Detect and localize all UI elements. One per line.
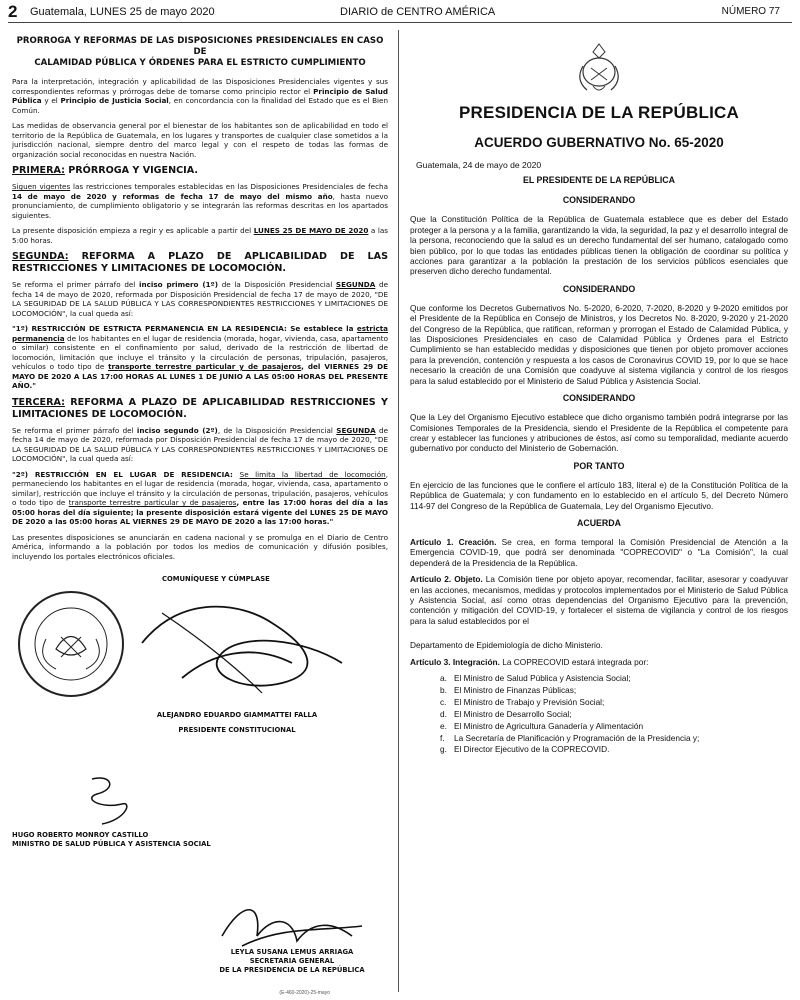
list-letter: e. <box>440 720 447 731</box>
text-bold: 14 de mayo de 2020 y reformas de fecha 17 de mayo del mismo año <box>12 191 333 201</box>
signer-role: MINISTRO DE SALUD PÚBLICA Y ASISTENCIA SOCIAL <box>12 840 211 848</box>
list-letter: b. <box>440 684 447 695</box>
acuerdo-title: ACUERDO GUBERNATIVO No. 65-2020 <box>474 135 724 150</box>
text-underlined: transporte terrestre particular y de pasajeros <box>108 362 302 371</box>
text-underlined: Se limita la libertad de locomoción <box>239 469 386 479</box>
list-text: El Ministro de Salud Pública y Asistencia Social; <box>454 673 631 683</box>
signer-name: LEYLA SUSANA LEMUS ARRIAGA <box>230 948 354 956</box>
por-tanto-paragraph: En ejercicio de las funciones que le confiere el artículo 183, literal e) de la Constitución Política de la República de Guatemala; y con fundamento en lo establecido en el artículo 5, del Decreto Número 114-97 del Congreso de la República de Guatemala, Ley del Organismo Ejecutivo. <box>410 479 788 511</box>
list-letter: f. <box>440 732 445 743</box>
section-label: PRIMERA: <box>12 165 65 176</box>
list-text: El Ministro de Desarrollo Social; <box>454 708 572 719</box>
list-text: El Ministro de Trabajo y Previsión Social; <box>454 696 605 707</box>
tercera-quote <box>12 470 388 527</box>
section-title: REFORMA A PLAZO DE APLICABILIDAD DE LAS RESTRICCIONES Y LIMITACIONES DE LOCOMOCIÓN. <box>12 251 388 274</box>
acuerda-heading: ACUERDA <box>577 517 621 528</box>
text-bold: , entre las 17:00 horas del día a las 05:00 horas del día siguiente; la presente disposición estará vigente del LUNES 25 DE MAYO DE 2020 a las 05:00 horas AL VIERNES 29 DE MAYO DE 2020 a las 17:00 horas." <box>12 498 388 526</box>
text-bold: LUNES 25 DE MAYO DE 2020 <box>253 226 369 235</box>
list-item <box>440 697 788 707</box>
section-label: SEGUNDA: <box>12 251 69 262</box>
articulo-2 <box>410 574 788 626</box>
acuerdo-date: Guatemala, 24 de mayo de 2020 <box>416 160 542 170</box>
list-text: La Secretaría de Planificación y Programación de la Presidencia y; <box>454 732 700 743</box>
text: y el <box>41 96 61 105</box>
signer-minister <box>12 831 211 849</box>
considerando-heading-3: CONSIDERANDO <box>562 393 636 404</box>
considerando-heading-1: CONSIDERANDO <box>562 195 636 206</box>
list-item <box>440 721 788 731</box>
list-letter: a. <box>440 673 447 683</box>
primera-paragraph-2 <box>12 226 388 245</box>
text: de la Disposición Presidencial <box>218 280 336 289</box>
signer-name: ALEJANDRO EDUARDO GIAMMATTEI FALLA <box>156 711 318 719</box>
list-letter: d. <box>440 708 447 719</box>
list-item <box>440 709 788 719</box>
list-item <box>440 685 788 695</box>
segunda-paragraph-1 <box>12 280 388 318</box>
primera-paragraph-1 <box>12 182 388 220</box>
article-label: Artículo 2. Objeto. <box>410 574 483 585</box>
right-column <box>410 36 788 998</box>
tercera-paragraph-1 <box>12 426 388 464</box>
text-bold: inciso segundo (2º) <box>136 425 218 435</box>
presidency-seal-icon <box>16 589 126 699</box>
article-text: La Comisión tiene por objeto apoyar, recomendar, facilitar, asesorar y coadyuvar en las acciones, mecanismos, medidas y protocolos implementados por el Ministerio de Salud Pública y Asistencia Social, así como otras dependencias del Organismo Ejecutivo para la prevención, contención y mitigación del COVID-19, y fortalecer el sistema de vigilancia y control de los riesgos para la salud establecidos por el <box>410 574 788 626</box>
newspaper-name: DIARIO de CENTRO AMÉRICA <box>340 6 496 18</box>
text: Para la interpretación, integración y aplicabilidad de las Disposiciones Presidenciales vigentes y sus correspondientes reformas y prórrogas debe de tomarse como principio rector el <box>12 77 388 96</box>
list-letter: c. <box>440 696 447 707</box>
signature-scribble-minister <box>72 769 152 829</box>
intro-paragraph-2: Las medidas de observancia general por el bienestar de los habitantes son de aplicabilidad en todo el territorio de la República de Guatemala, en los lugares y transportes de cualquier clase sometidos a la jurisdicción nacional, siempre dentro del marco legal y con el respeto de todas las formas de organización social reconocidas en nuestra Nación. <box>12 121 388 159</box>
signer-president <box>152 711 322 735</box>
header-rule <box>8 22 792 23</box>
left-title-line2: CALAMIDAD PÚBLICA Y ÓRDENES PARA EL ESTRICTO CUMPLIMIENTO <box>34 58 366 68</box>
text-bold: Principio de Justicia Social <box>60 96 169 105</box>
guatemala-coat-of-arms-icon <box>569 40 629 96</box>
article-label: Artículo 1. Creación. <box>410 536 497 547</box>
column-divider <box>398 30 399 992</box>
text: de los habitantes en el lugar de residencia (morada, hogar, vivienda, casa, apartamento o similar) consistente en el confinamiento por salud, derivado de la restricción de libertad de locomoción, limitación que incluye el tránsito y la circulación de personas, tripulación, pasajeros, vehículos o todo tipo de <box>12 333 388 371</box>
considerando-paragraph-1: Que la Constitución Política de la República de Guatemala establece que es deber del Estado proteger a la persona y a la familia, garantizando la vida, la seguridad, la paz y el desarrollo integral de la persona, reconociendo que la salud es un derecho fundamental del ser humano, catalogado como bien público, por lo que todas las entidades públicas tienen la obligación de coordinar su política y acciones para garantizar a la población la prestación de los servicios públicos esenciales que preserven dicho derecho fundamental. <box>410 214 788 277</box>
signer-role: SECRETARIA GENERAL <box>249 957 335 965</box>
text-bold: SEGUNDA <box>335 280 376 289</box>
footnote-code: (E-460-2020)-25-mayo <box>279 990 330 996</box>
quote-number: "2º) <box>12 469 29 479</box>
right-title: PRESIDENCIA DE LA REPÚBLICA <box>459 103 739 122</box>
list-text: El Director Ejecutivo de la COPRECOVID. <box>454 744 610 755</box>
articulo-3 <box>410 657 788 667</box>
text-underlined: transporte terrestre particular y de pasajeros <box>68 498 237 507</box>
text: , permaneciendo los habitantes en el lugar de residencia (morada, hogar, vivienda, casa, apartamento o similar), restricción que incluye el tránsito y la circulación de personas, tripulación, pasajeros, vehículos o todo tipo de <box>12 469 388 507</box>
por-tanto-heading: POR TANTO <box>573 460 625 471</box>
list-text: El Ministro de Finanzas Públicas; <box>454 684 577 695</box>
considerando-paragraph-3: Que la Ley del Organismo Ejecutivo establece que dicho organismo también podrá integrarse por las Comisiones Temporales de la Presidencia, siendo el Presidente de la República el competente para crear y establecer las funciones y atribuciones de éstos, así como su temporalidad, mediante acuerdo gubernativo por conducto del Ministerio de Gobernación. <box>410 412 788 454</box>
integration-list <box>440 673 788 755</box>
text: , en concordancia con la finalidad del Estado que es el Bien Común. <box>12 96 388 115</box>
comuniquese-label: COMUNÍQUESE Y CÚMPLASE <box>162 575 270 583</box>
text-bold: RESTRICCIÓN EN EL LUGAR DE RESIDENCIA: <box>28 469 240 479</box>
articulo-1 <box>410 537 788 568</box>
signature-area <box>12 569 388 889</box>
text-underlined: estricta permanencia <box>12 324 388 343</box>
signature-scribble-president <box>122 583 362 713</box>
signer-secretary <box>202 948 382 975</box>
closing-paragraph: Las presentes disposiciones se anunciarán en cadena nacional y se promulga en el Diario de Centro América, informando a la población por todos los medios de comunicación y difusión posibles, incluyendo los portales electrónicos oficiales. <box>12 532 388 561</box>
el-presidente-heading: EL PRESIDENTE DE LA REPÚBLICA <box>522 175 675 186</box>
list-item <box>440 744 788 754</box>
section-label: TERCERA: <box>12 396 65 408</box>
signer-name: HUGO ROBERTO MONROY CASTILLO <box>12 831 149 839</box>
article-text: La COPRECOVID estará integrada por: <box>499 656 649 667</box>
signer-role-2: DE LA PRESIDENCIA DE LA REPÚBLICA <box>219 966 365 974</box>
text: , de la Disposición Presidencial <box>217 425 337 435</box>
left-column <box>12 36 388 998</box>
list-item <box>440 673 788 683</box>
header-date: Guatemala, LUNES 25 de mayo 2020 <box>30 6 215 18</box>
section-title: REFORMA A PLAZO DE APLICABILIDAD RESTRICCIONES Y LIMITACIONES DE LOCOMOCIÓN. <box>12 396 388 420</box>
quote-number: "1º) <box>12 324 29 333</box>
text: de fecha 14 de mayo de 2020, reformada por Disposición Presidencial de fecha 17 de mayo de 2020, "DE LA SEGURIDAD DE LA SALUD PÚBLICA Y LAS CORRESPONDIENTES RESTRICCIONES Y LIMITACIONES DE LOCOMOCIÓN", la cual queda así: <box>12 280 388 318</box>
text: RESTRICCIÓN DE ESTRICTA PERMANENCIA EN LA RESIDENCIA: Se establece la <box>28 324 357 333</box>
section-primera-heading <box>12 165 388 177</box>
segunda-quote <box>12 324 388 391</box>
text-underlined: Siguen vigentes <box>12 182 71 191</box>
signature-scribble-secretary <box>212 896 372 956</box>
text: las restricciones temporales establecidas en las Disposiciones Presidenciales de fecha <box>70 182 388 191</box>
text: a las 5:00 horas. <box>12 226 388 245</box>
text: de fecha 14 de mayo de 2020, reformada por Disposición Presidencial de fecha 17 de mayo de 2020, "DE LA SEGURIDAD DE LA SALUD PÚBLICA Y LAS CORRESPONDIENTES RESTRICCIONES Y LIMITACIONES DE LOCOMOCIÓN", la cual queda así: <box>12 425 388 463</box>
text: Se reforma el primer párrafo del <box>12 425 137 435</box>
issue-number: NÚMERO 77 <box>721 6 780 17</box>
signer-role: PRESIDENTE CONSTITUCIONAL <box>178 726 296 734</box>
text: , del VIERNES 29 DE MAYO DE 2020 A LAS 17:00 HORAS AL LUNES 1 DE JUNIO A LAS 05:00 HORAS DEL PRESENTE AÑO." <box>12 362 388 390</box>
text: La presente disposición empieza a regir y es aplicable a partir del <box>12 226 254 235</box>
text-bold: Principio de Salud Pública <box>12 86 388 105</box>
considerando-paragraph-2: Que conforme los Decretos Gubernativos No. 5-2020, 6-2020, 7-2020, 8-2020 y 9-2020 emitidos por el Presidente de la República en Consejo de Ministros, y los Decretos No. 8-2020, 9-2020 y 21-2020 del Congreso de la República, que ratifican, reforman y prorrogan el Estado de Calamidad Pública, y las Disposiciones Presidenciales en caso de Calamidad Pública y Órdenes para el Estricto Cumplimiento se han establecido medidas y disposiciones que tienen por objeto promover acciones para la prevención, contención y respuesta a los casos de Coronavirus COVID 19, por lo que se hace necesario la creación de una Comisión que coadyuve al sistema vigilancia y control de los riesgos para la salud establecido por el Ministerio de Salud Pública y Asistencia Social. <box>410 302 788 386</box>
page-header <box>0 0 800 24</box>
section-segunda-heading <box>12 251 388 275</box>
section-title: PRÓRROGA Y VIGENCIA. <box>64 165 199 176</box>
list-item <box>440 733 788 743</box>
articulo-2-continued: Departamento de Epidemiología de dicho Ministerio. <box>410 640 603 651</box>
page-number: 2 <box>8 2 18 21</box>
list-letter: g. <box>440 744 447 755</box>
intro-paragraph-1 <box>12 77 388 115</box>
text-bold: SEGUNDA <box>336 425 376 435</box>
text: , hasta nuevo pronunciamiento, de cumplimiento obligatorio y se integrarán las reformas descritas en los apartados siguientes. <box>12 191 388 220</box>
article-label: Artículo 3. Integración. <box>410 656 500 667</box>
considerando-heading-2: CONSIDERANDO <box>562 283 636 294</box>
article-text: Se crea, en forma temporal la Comisión Presidencial de Atención a la Emergencia COVID-19, que podrá ser denominada "COPRECOVID" o "La Comisión", la cual dependerá de la Presidencia de la República. <box>410 536 788 568</box>
left-title <box>12 36 388 69</box>
left-title-line1: PRÓRROGA Y REFORMAS DE LAS DISPOSICIONES PRESIDENCIALES EN CASO DE <box>16 36 384 57</box>
text-bold: inciso primero (1º) <box>139 280 219 289</box>
text: Se reforma el primer párrafo del <box>12 280 140 289</box>
section-tercera-heading <box>12 397 388 421</box>
list-text: El Ministro de Agricultura Ganadería y Alimentación <box>454 720 644 731</box>
